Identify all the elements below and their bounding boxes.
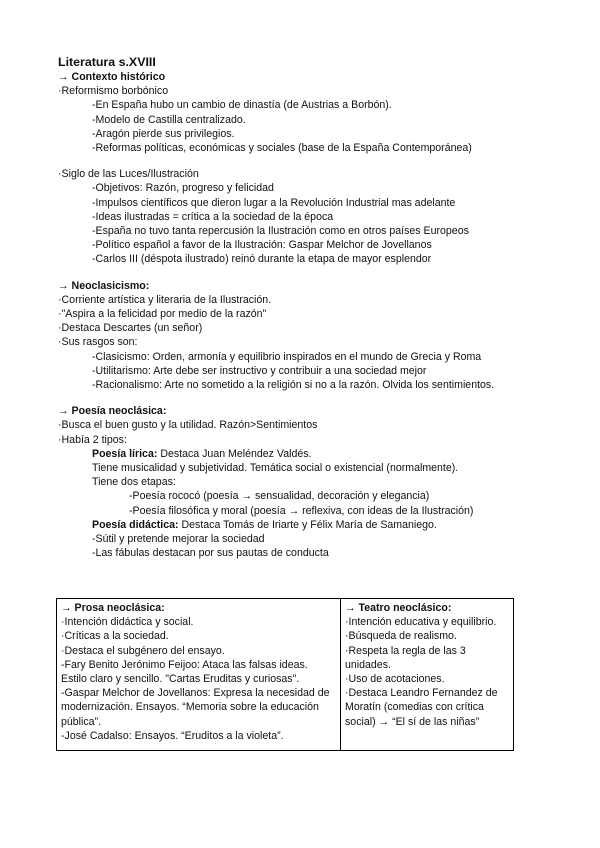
- list-item: ·Sus rasgos son:: [58, 336, 138, 349]
- contexto-heading: → Contexto histórico: [58, 71, 166, 83]
- list-item: -Las fábulas destacan por sus pautas de conducta: [92, 547, 329, 560]
- list-item: ·Había 2 tipos:: [58, 433, 127, 446]
- poesia-lirica-text: Destaca Juan Meléndez Valdés.: [157, 447, 312, 460]
- list-item: -Carlos III (déspota ilustrado) reinó durante la etapa de mayor esplendor: [92, 253, 432, 266]
- poesia-heading: → Poesía neoclásica:: [58, 405, 167, 418]
- list-item: -Impulsos científicos que dieron lugar a la Revolución Industrial mas adelante: [92, 196, 456, 209]
- prosa-cell: [57, 599, 341, 751]
- poesia-didactica-line: [58, 518, 548, 532]
- list-item: -Objetivos: Razón, progreso y felicidad: [92, 182, 274, 195]
- list-item: -Ideas ilustradas = crítica a la sociedad de la época: [92, 210, 334, 223]
- page-title: Literatura s.XVIII: [58, 55, 156, 69]
- list-item: -Político español a favor de la Ilustración: Gaspar Melchor de Jovellanos: [92, 239, 432, 252]
- list-item: ·Críticas a la sociedad.: [61, 630, 169, 643]
- list-item: ·Corriente artística y literaria de la Ilustración.: [58, 293, 272, 306]
- list-item: ·Uso de acotaciones.: [345, 673, 445, 686]
- list-item: ·"Aspira a la felicidad por medio de la razón": [58, 308, 267, 321]
- list-item: -Fary Benito Jerónimo Feijoo: Ataca las falsas ideas. Estilo claro y sencillo. "Cartas Eruditas y curiosas".: [61, 658, 308, 686]
- list-item: ·Intención didáctica y social.: [61, 616, 194, 629]
- list-item: ·Busca el buen gusto y la utilidad. Razón>Sentimientos: [58, 419, 318, 432]
- list-item: -Gaspar Melchor de Jovellanos: Expresa la necesidad de modernización. Ensayos. “Memoria sobre la educación pública”.: [61, 687, 330, 728]
- list-item: -En España hubo un cambio de dinastía (de Austrias a Borbón).: [92, 99, 392, 112]
- list-item: -España no tuvo tanta repercusión la Ilustración como en otros países Europeos: [92, 225, 469, 238]
- prosa-teatro-table: [56, 598, 514, 751]
- list-item: ·Respeta la regla de las 3 unidades.: [345, 644, 466, 671]
- list-item: ·Búsqueda de realismo.: [345, 630, 457, 643]
- list-item: -Racionalismo: Arte no sometido a la religión si no a la razón. Olvida los sentimientos.: [92, 379, 495, 392]
- list-item: -Sútil y pretende mejorar la sociedad: [92, 533, 265, 546]
- list-item: ·Destaca el subgénero del ensayo.: [61, 644, 225, 657]
- poesia-lirica-line: [58, 447, 548, 461]
- list-item: -Aragón pierde sus privilegios.: [92, 127, 235, 140]
- list-item: -Modelo de Castilla centralizado.: [92, 113, 246, 126]
- list-item: ·Destaca Descartes (un señor): [58, 322, 203, 335]
- poesia-didactica-text: Destaca Tomás de Iriarte y Félix María de Samaniego.: [178, 518, 437, 531]
- teatro-cell: [341, 599, 514, 751]
- list-item: ·Destaca Leandro Fernandez de Moratín (comedias con crítica social) → “El sí de las niñas”: [345, 687, 498, 728]
- document-page: [58, 55, 548, 561]
- poesia-didactica-label: Poesía didáctica:: [92, 518, 179, 531]
- list-item: ·Intención educativa y equilibrio.: [345, 616, 497, 629]
- list-item: -Poesía rococó (poesía → sensualidad, decoración y elegancia): [129, 490, 430, 503]
- list-item: -Utilitarismo: Arte debe ser instructivo y contribuir a una sociedad mejor: [92, 364, 427, 377]
- reformismo-label: ·Reformismo borbónico: [58, 85, 169, 98]
- poesia-lirica-label: Poesía lírica:: [92, 447, 158, 460]
- list-item: -Clasicismo: Orden, armonía y equilibrio inspirados en el mundo de Grecia y Roma: [92, 350, 482, 363]
- teatro-heading: → Teatro neoclásico:: [345, 602, 452, 614]
- list-item: -José Cadalso: Ensayos. “Eruditos a la violeta”.: [61, 729, 284, 742]
- list-item: Tiene dos etapas:: [92, 476, 176, 489]
- neoclasicismo-heading: → Neoclasicismo:: [58, 279, 150, 292]
- list-item: -Poesía filosófica y moral (poesía → reflexiva, con ideas de la Ilustración): [129, 504, 474, 517]
- luces-label: ·Siglo de las Luces/Ilustración: [58, 168, 199, 181]
- prosa-heading: → Prosa neoclásica:: [61, 602, 165, 614]
- list-item: -Reformas políticas, económicas y sociales (base de la España Contemporánea): [92, 142, 472, 155]
- list-item: Tiene musicalidad y subjetividad. Temática social o existencial (normalmente).: [92, 462, 459, 475]
